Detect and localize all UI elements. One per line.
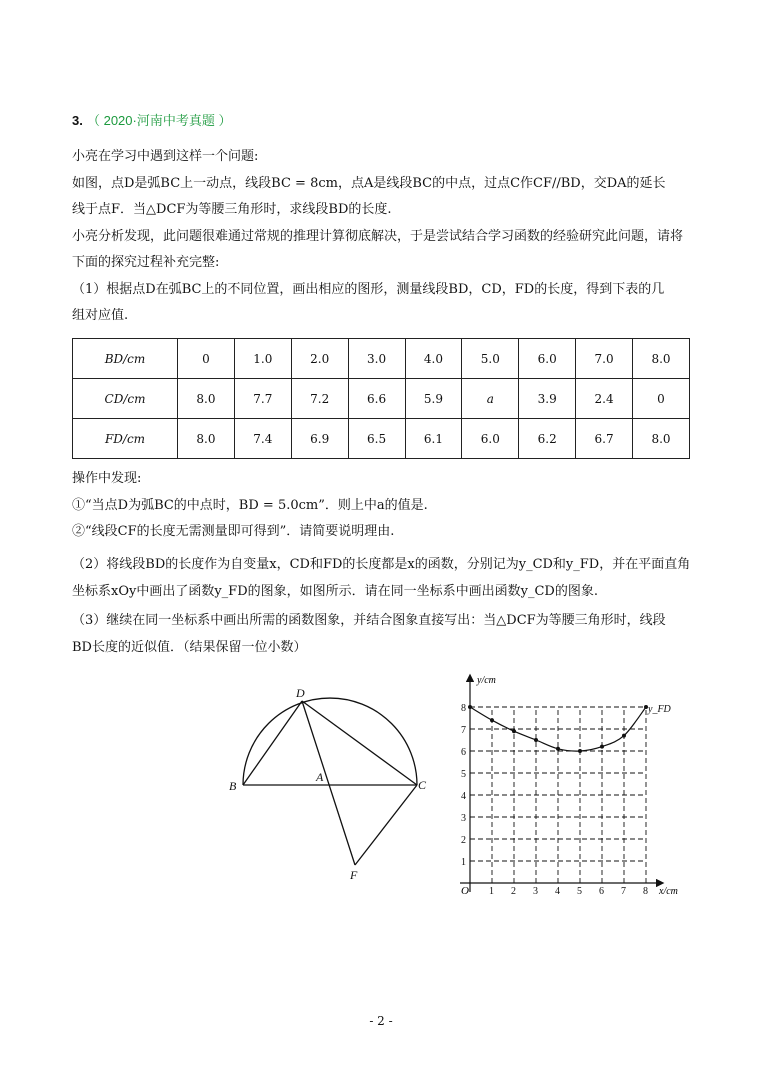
table-cell: 0 [178, 339, 235, 379]
x-axis-label: x/cm [659, 886, 678, 897]
x-tick-label: 1 [489, 886, 494, 897]
label-c: C [418, 778, 427, 792]
y-axis-label: y/cm [477, 675, 496, 686]
table-cell: 7.7 [234, 379, 291, 419]
table-cell: 6.6 [348, 379, 405, 419]
question-number: 3. [72, 113, 83, 128]
table-cell: 6.1 [405, 419, 462, 459]
y-tick-label: 5 [461, 769, 466, 780]
x-tick-label: 2 [511, 886, 516, 897]
x-tick-label: 3 [533, 886, 538, 897]
data-point-y-fd [534, 738, 538, 742]
table-cell: 6.5 [348, 419, 405, 459]
table-cell: 7.4 [234, 419, 291, 459]
data-point-y-fd [578, 749, 582, 753]
table-cell: 8.0 [178, 419, 235, 459]
part3-line1: （3）继续在同一坐标系中画出所需的函数图象，并结合图象直接写出：当△DCF为等腰三角形时，线段 [72, 613, 666, 628]
y-tick-label: 6 [461, 747, 466, 758]
part2-line1: （2）将线段BD的长度作为自变量x，CD和FD的长度都是x的函数，分别记为y_CD和y_FD，并在平面直角 [72, 557, 691, 572]
table-cell: 3.9 [519, 379, 576, 419]
problem-para1-line1: 如图，点D是弧BC上一动点，线段BC = 8cm，点A是线段BC的中点，过点C作CF//BD，交DA的延长 [72, 176, 666, 191]
table-cell: 6.9 [291, 419, 348, 459]
problem-para1-line2: 线于点F．当△DCF为等腰三角形时，求线段BD的长度. [72, 202, 392, 217]
table-cell: 4.0 [405, 339, 462, 379]
table-cell: 1.0 [234, 339, 291, 379]
table-cell: 5.9 [405, 379, 462, 419]
origin-label: O [461, 885, 469, 897]
table-cell: 6.0 [519, 339, 576, 379]
part2-line2: 坐标系xOy中画出了函数y_FD的图象，如图所示．请在同一坐标系中画出函数y_CD的图象. [72, 584, 598, 599]
row-label-bd: BD/cm [73, 339, 178, 379]
found-item-2: ②“线段CF的长度无需测量即可得到”．请简要说明理由. [72, 524, 395, 539]
table-cell: 8.0 [633, 419, 690, 459]
data-point-y-fd [600, 745, 604, 749]
problem-para2-line2: 下面的探究过程补充完整: [72, 255, 220, 270]
table-cell: 2.0 [291, 339, 348, 379]
table-cell: 7.2 [291, 379, 348, 419]
y-tick-label: 1 [461, 857, 466, 868]
table-cell: 5.0 [462, 339, 519, 379]
x-tick-label: 5 [577, 886, 582, 897]
table-cell: 7.0 [576, 339, 633, 379]
page-number: - 2 - [369, 1014, 393, 1028]
data-point-y-fd [622, 734, 626, 738]
part3-line2: BD长度的近似值．（结果保留一位小数） [72, 640, 307, 655]
x-tick-label: 8 [643, 886, 648, 897]
label-a: A [316, 770, 324, 784]
data-point-y-fd [468, 705, 472, 709]
chart-grid [470, 707, 646, 883]
part1-line2: 组对应值. [72, 308, 129, 323]
label-d: D [296, 686, 305, 700]
table-cell: 8.0 [633, 339, 690, 379]
series-label-y-fd: y_FD [648, 704, 671, 715]
table-cell: 3.0 [348, 339, 405, 379]
label-f: F [350, 868, 358, 882]
y-tick-label: 7 [461, 725, 466, 736]
row-label-cd: CD/cm [73, 379, 178, 419]
x-tick-label: 4 [555, 886, 560, 897]
part1-line1: （1）根据点D在弧BC上的不同位置，画出相应的图形，测量线段BD，CD，FD的长度，得到下表的几 [72, 282, 665, 297]
y-tick-label: 8 [461, 703, 466, 714]
x-tick-label: 7 [621, 886, 626, 897]
problem-intro: 小亮在学习中遇到这样一个问题: [72, 149, 259, 164]
table-cell: 2.4 [576, 379, 633, 419]
row-label-fd: FD/cm [73, 419, 178, 459]
found-item-1: ①“当点D为弧BC的中点时，BD = 5.0cm”．则上中a的值是. [72, 498, 428, 513]
table-cell: 6.2 [519, 419, 576, 459]
table-cell: a [462, 379, 519, 419]
table-cell: 6.7 [576, 419, 633, 459]
table-cell: 8.0 [178, 379, 235, 419]
data-point-y-fd [490, 718, 494, 722]
x-tick-label: 6 [599, 886, 604, 897]
data-point-y-fd [556, 747, 560, 751]
table-cell: 0 [633, 379, 690, 419]
problem-para2-line1: 小亮分析发现，此问题很难通过常规的推理计算彻底解决，于是尝试结合学习函数的经验研究此问题，请将 [72, 229, 684, 244]
label-b: B [229, 779, 237, 793]
y-tick-label: 2 [461, 835, 466, 846]
question-source: （ 2020·河南中考真题 ） [86, 113, 232, 128]
found-heading: 操作中发现: [72, 471, 142, 486]
y-tick-label: 3 [461, 813, 466, 824]
data-point-y-fd [512, 729, 516, 733]
table-cell: 6.0 [462, 419, 519, 459]
y-tick-label: 4 [461, 791, 466, 802]
